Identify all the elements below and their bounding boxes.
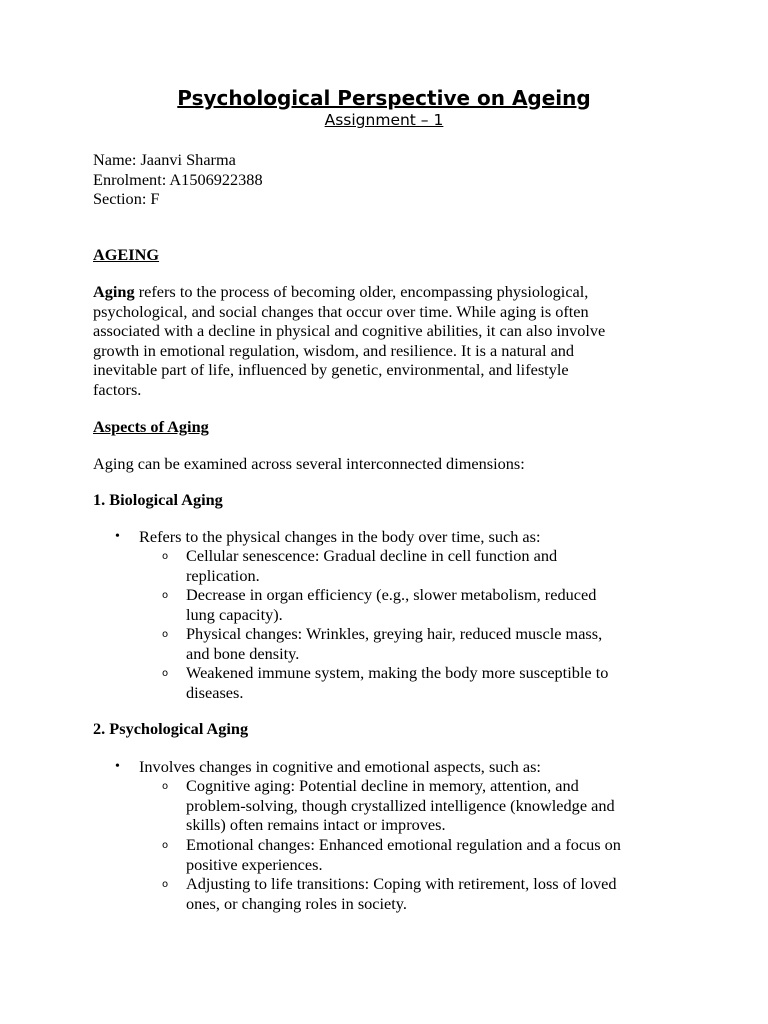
aspects-intro: Aging can be examined across several interconnected dimensions: (93, 454, 525, 473)
sub-item: Cognitive aging: Potential decline in memory, attention, and problem-solving, though crystallized intelligence (knowledge and skills) often remains intact or improves. (186, 776, 615, 835)
bullet-item: Refers to the physical changes in the body over time, such as: (139, 527, 541, 546)
student-enrolment: Enrolment: A1506922388 (93, 169, 263, 189)
sub-item: Weakened immune system, making the body more susceptible to diseases. (186, 663, 609, 702)
student-section: Section: F (93, 189, 160, 209)
sub-bullet-icon: o (162, 781, 169, 792)
heading-ageing: AGEING (93, 245, 160, 264)
section-heading-psychological: 2. Psychological Aging (93, 719, 249, 738)
section-heading-biological: 1. Biological Aging (93, 490, 223, 509)
bullet-icon: • (115, 529, 120, 544)
document-subtitle: Assignment – 1 (324, 111, 444, 129)
student-name: Name: Jaanvi Sharma (93, 150, 236, 169)
intro-line: factors. (93, 379, 142, 399)
sub-bullet-icon: o (162, 590, 169, 601)
bullet-item: Involves changes in cognitive and emotional aspects, such as: (139, 757, 541, 776)
sub-item: Cellular senescence: Gradual decline in cell function and replication. (186, 546, 558, 585)
bullet-icon: • (115, 759, 120, 774)
document-title: Psychological Perspective on Ageing (177, 86, 591, 110)
sub-item: Physical changes: Wrinkles, greying hair, reduced muscle mass, and bone density. (186, 624, 603, 663)
student-info (93, 150, 683, 209)
intro-line: inevitable part of life, influenced by genetic, environmental, and lifestyle (93, 360, 569, 380)
sub-bullet-icon: o (162, 629, 169, 640)
sub-bullet-icon: o (162, 551, 169, 562)
intro-line: growth in emotional regulation, wisdom, and resilience. It is a natural and (93, 340, 575, 360)
intro-line: associated with a decline in physical and cognitive abilities, it can also involve (93, 321, 606, 341)
sub-bullet-icon: o (162, 840, 169, 851)
heading-aspects: Aspects of Aging (93, 417, 209, 436)
intro-line: psychological, and social changes that occur over time. While aging is often (93, 301, 589, 321)
intro-line: refers to the process of becoming older, encompassing physiological, (134, 282, 589, 301)
intro-paragraph (93, 282, 683, 400)
intro-bold-term: Aging (93, 282, 135, 301)
sub-item: Decrease in organ efficiency (e.g., slower metabolism, reduced lung capacity). (186, 585, 597, 624)
sub-item: Adjusting to life transitions: Coping with retirement, loss of loved ones, or changing roles in society. (186, 874, 617, 913)
sub-item: Emotional changes: Enhanced emotional regulation and a focus on positive experiences. (186, 835, 621, 874)
sub-bullet-icon: o (162, 668, 169, 679)
sub-bullet-icon: o (162, 879, 169, 890)
